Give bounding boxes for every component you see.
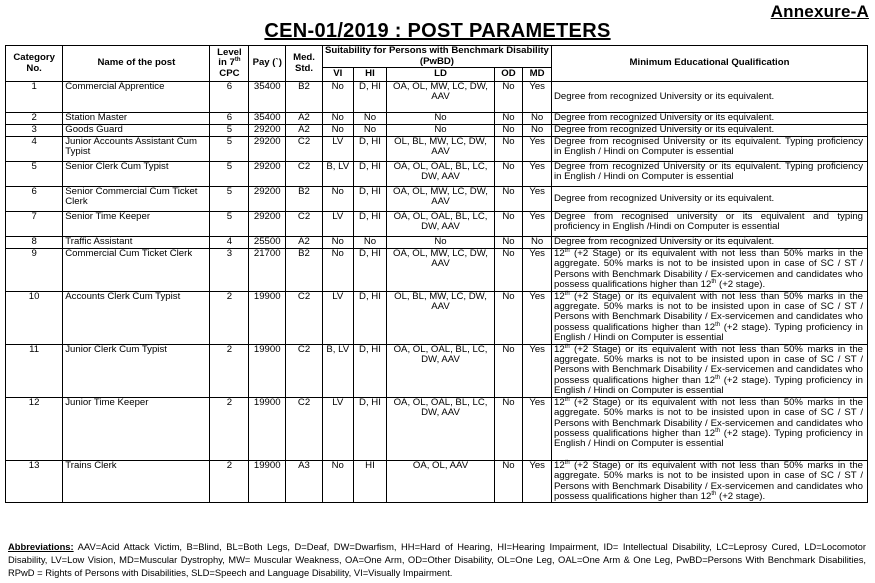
qualification-text: (+2 stage). xyxy=(716,490,766,502)
table-row xyxy=(6,137,868,162)
post-name: Senior Clerk Cum Typist xyxy=(63,162,210,187)
od-cell: No xyxy=(494,291,523,344)
hi-cell: D, HI xyxy=(353,249,387,292)
vi-cell: LV xyxy=(322,212,353,237)
hi-cell: D, HI xyxy=(353,212,387,237)
level-cell: 5 xyxy=(210,187,249,212)
qualification-text: th xyxy=(564,459,570,466)
qualification-cell xyxy=(551,344,867,397)
med-std-cell: A3 xyxy=(286,460,323,503)
level-cell: 6 xyxy=(210,82,249,113)
category-no: 2 xyxy=(6,113,63,125)
header-med: Med. Std. xyxy=(286,46,323,82)
qualification-text: 12 xyxy=(553,343,565,355)
md-cell: Yes xyxy=(523,162,552,187)
od-cell: No xyxy=(494,113,523,125)
pay-cell: 21700 xyxy=(249,249,286,292)
table-row xyxy=(6,113,868,125)
header-pwbd: Suitability for Persons with Benchmark Disability (PwBD) xyxy=(322,46,551,68)
qualification-cell: Degree from recognised University or its equivalent. Typing proficiency in English / Hindi on Computer is essential xyxy=(551,137,867,162)
med-std-cell: B2 xyxy=(286,249,323,292)
md-cell: No xyxy=(523,113,552,125)
od-cell: No xyxy=(494,187,523,212)
post-parameters-table xyxy=(5,45,868,503)
hi-cell: D, HI xyxy=(353,291,387,344)
qualification-text: (+2 Stage) or its equivalent with not less than 50% marks in the aggregate. 50% marks is not to be insisted upon in case of SC / ST / Persons with Benchmark Disability / Ex-servicemen and candidates who possess qualifications higher than 12 xyxy=(553,343,863,386)
med-std-cell: B2 xyxy=(286,82,323,113)
header-category: Category No. xyxy=(6,46,63,82)
vi-cell: LV xyxy=(322,137,353,162)
post-name: Commercial Cum Ticket Clerk xyxy=(63,249,210,292)
ld-cell: OL, BL, MW, LC, DW, AAV xyxy=(387,291,494,344)
hi-cell: No xyxy=(353,237,387,249)
qualification-text: (+2 stage). Typing proficiency in English / Hindi on Computer is essential xyxy=(553,321,863,344)
table-row xyxy=(6,460,868,503)
med-std-cell: C2 xyxy=(286,137,323,162)
hi-cell: D, HI xyxy=(353,187,387,212)
pay-cell: 29200 xyxy=(249,162,286,187)
category-no: 12 xyxy=(6,397,63,460)
hi-cell: D, HI xyxy=(353,137,387,162)
qualification-text: th xyxy=(564,343,570,350)
header-hi: HI xyxy=(353,68,387,82)
pay-cell: 19900 xyxy=(249,397,286,460)
md-cell: No xyxy=(523,125,552,137)
qualification-text: th xyxy=(711,279,717,286)
qualification-cell: Degree from recognized University or its equivalent. Typing proficiency in English / Hindi on Computer is essential xyxy=(551,162,867,187)
category-no: 8 xyxy=(6,237,63,249)
ld-cell: OA, OL, OAL, BL, LC, DW, AAV xyxy=(387,397,494,460)
post-name: Accounts Clerk Cum Typist xyxy=(63,291,210,344)
post-name: Trains Clerk xyxy=(63,460,210,503)
category-no: 1 xyxy=(6,82,63,113)
qualification-text: th xyxy=(564,290,570,297)
vi-cell: No xyxy=(322,113,353,125)
vi-cell: No xyxy=(322,460,353,503)
md-cell: Yes xyxy=(523,137,552,162)
qualification-text: 12 xyxy=(553,459,565,471)
header-post: Name of the post xyxy=(63,46,210,82)
od-cell: No xyxy=(494,249,523,292)
qualification-text: th xyxy=(564,247,570,254)
table-row xyxy=(6,291,868,344)
md-cell: Yes xyxy=(523,397,552,460)
abbreviations-label: Abbreviations: xyxy=(8,541,74,552)
qualification-text: th xyxy=(564,396,570,403)
level-cell: 4 xyxy=(210,237,249,249)
table-row xyxy=(6,187,868,212)
pay-cell: 19900 xyxy=(249,291,286,344)
header-od: OD xyxy=(494,68,523,82)
ld-cell: OA, OL, MW, LC, DW, AAV xyxy=(387,187,494,212)
ld-cell: OA, OL, MW, LC, DW, AAV xyxy=(387,249,494,292)
pay-cell: 29200 xyxy=(249,125,286,137)
vi-cell: No xyxy=(322,249,353,292)
pay-cell: 19900 xyxy=(249,460,286,503)
post-name: Station Master xyxy=(63,113,210,125)
md-cell: Yes xyxy=(523,212,552,237)
header-level: Level in 7th CPC xyxy=(210,46,249,82)
category-no: 5 xyxy=(6,162,63,187)
vi-cell: LV xyxy=(322,291,353,344)
category-no: 9 xyxy=(6,249,63,292)
od-cell: No xyxy=(494,137,523,162)
post-name: Goods Guard xyxy=(63,125,210,137)
md-cell: Yes xyxy=(523,249,552,292)
qualification-cell: Degree from recognized University or its equivalent. xyxy=(551,82,867,113)
header-pay: Pay (`) xyxy=(249,46,286,82)
category-no: 3 xyxy=(6,125,63,137)
qualification-text: (+2 stage). Typing proficiency in English / Hindi on Computer is essential xyxy=(553,427,863,450)
table-row xyxy=(6,212,868,237)
od-cell: No xyxy=(494,237,523,249)
vi-cell: No xyxy=(322,125,353,137)
qualification-text: 12 xyxy=(553,290,565,302)
post-name: Senior Time Keeper xyxy=(63,212,210,237)
md-cell: Yes xyxy=(523,187,552,212)
category-no: 13 xyxy=(6,460,63,503)
post-name: Junior Clerk Cum Typist xyxy=(63,344,210,397)
qualification-cell: Degree from recognized University or its equivalent. xyxy=(551,237,867,249)
level-cell: 2 xyxy=(210,291,249,344)
qualification-cell: Degree from recognized University or its equivalent. xyxy=(551,187,867,212)
pay-cell: 29200 xyxy=(249,187,286,212)
qualification-text: (+2 Stage) or its equivalent with not less than 50% marks in the aggregate. 50% marks is not to be insisted upon in case of SC / ST / Persons with Benchmark Disability / Ex-servicemen and candidates who possess qualifications higher than 12 xyxy=(553,396,863,439)
qualification-text: th xyxy=(715,427,721,434)
level-cell: 5 xyxy=(210,212,249,237)
hi-cell: D, HI xyxy=(353,82,387,113)
hi-cell: No xyxy=(353,113,387,125)
qualification-text: (+2 Stage) or its equivalent with not less than 50% marks in the aggregate. 50% marks is not to be insisted upon in case of SC / ST / Persons with Benchmark Disability / Ex-servicemen and candidates who possess qualifications higher than 12 xyxy=(553,290,863,333)
level-cell: 5 xyxy=(210,125,249,137)
header-qualification: Minimum Educational Qualification xyxy=(551,46,867,82)
qualification-text: (+2 Stage) or its equivalent with not less than 50% marks in the aggregate. 50% marks is not to be insisted upon in case of SC / ST / Persons with Benchmark Disability / Ex-servicemen and candidates who possess qualifications higher than 12 xyxy=(553,248,863,291)
med-std-cell: C2 xyxy=(286,291,323,344)
od-cell: No xyxy=(494,212,523,237)
md-cell: Yes xyxy=(523,460,552,503)
pay-cell: 29200 xyxy=(249,212,286,237)
pay-cell: 25500 xyxy=(249,237,286,249)
page-title: CEN-01/2019 : POST PARAMETERS xyxy=(264,20,611,42)
hi-cell: D, HI xyxy=(353,162,387,187)
table-row xyxy=(6,82,868,113)
med-std-cell: C2 xyxy=(286,212,323,237)
post-name: Traffic Assistant xyxy=(63,237,210,249)
vi-cell: B, LV xyxy=(322,162,353,187)
qualification-text: (+2 Stage) or its equivalent with not less than 50% marks in the aggregate. 50% marks is not to be insisted upon in case of SC / ST / Persons with Benchmark Disability / Ex-servicemen and candidates who possess qualifications higher than 12 xyxy=(553,459,863,502)
post-name: Commercial Apprentice xyxy=(63,82,210,113)
qualification-text: (+2 stage). Typing proficiency in English / Hindi on Computer is essential xyxy=(553,374,863,397)
vi-cell: No xyxy=(322,187,353,212)
ld-cell: OL, BL, MW, LC, DW, AAV xyxy=(387,137,494,162)
category-no: 11 xyxy=(6,344,63,397)
table-row xyxy=(6,249,868,292)
qualification-cell: Degree from recognized University or its equivalent. xyxy=(551,113,867,125)
med-std-cell: B2 xyxy=(286,187,323,212)
post-name: Junior Accounts Assistant Cum Typist xyxy=(63,137,210,162)
qualification-text: (+2 stage). xyxy=(716,279,766,291)
abbreviations-text: AAV=Acid Attack Victim, B=Blind, BL=Both Legs, D=Deaf, DW=Dwarfism, HH=Hard of Hearing, HI=Hearing Impairment, ID= Intellectual Disability, LC=Leprosy Cured, LD=Locomotor Disability, LV=Low Vision, MD=Muscular Dystrophy, MW= Muscular Weakness, OA=One Arm, OD=Other Disability, OL=One Leg, OAL=One Arm & One Leg, PwBD=Persons With Benchmark Disabilities, RPwD = Rights of Persons with Disabilities, SLD=Speech and Language Disability, VI=Visually Impairment. xyxy=(8,541,866,578)
od-cell: No xyxy=(494,344,523,397)
hi-cell: No xyxy=(353,125,387,137)
pay-cell: 19900 xyxy=(249,344,286,397)
med-std-cell: C2 xyxy=(286,397,323,460)
table-row xyxy=(6,125,868,137)
od-cell: No xyxy=(494,125,523,137)
med-std-cell: A2 xyxy=(286,125,323,137)
pay-cell: 29200 xyxy=(249,137,286,162)
ld-cell: No xyxy=(387,113,494,125)
md-cell: Yes xyxy=(523,344,552,397)
level-cell: 2 xyxy=(210,344,249,397)
vi-cell: No xyxy=(322,237,353,249)
qualification-cell: Degree from recognised university or its equivalent and typing proficiency in English /Hindi on Computer is essential xyxy=(551,212,867,237)
od-cell: No xyxy=(494,162,523,187)
qualification-text: th xyxy=(711,490,717,497)
header-md: MD xyxy=(523,68,552,82)
category-no: 6 xyxy=(6,187,63,212)
level-cell: 3 xyxy=(210,249,249,292)
ld-cell: OA, OL, OAL, BL, LC, DW, AAV xyxy=(387,162,494,187)
med-std-cell: A2 xyxy=(286,113,323,125)
level-cell: 5 xyxy=(210,162,249,187)
od-cell: No xyxy=(494,82,523,113)
ld-cell: No xyxy=(387,237,494,249)
header-vi: VI xyxy=(322,68,353,82)
level-cell: 2 xyxy=(210,460,249,503)
md-cell: Yes xyxy=(523,82,552,113)
hi-cell: HI xyxy=(353,460,387,503)
level-cell: 6 xyxy=(210,113,249,125)
od-cell: No xyxy=(494,397,523,460)
table-row xyxy=(6,162,868,187)
table-row xyxy=(6,237,868,249)
qualification-cell: Degree from recognized University or its equivalent. xyxy=(551,125,867,137)
abbreviations xyxy=(8,540,866,579)
level-cell: 5 xyxy=(210,137,249,162)
ld-cell: OA, OL, OAL, BL, LC, DW, AAV xyxy=(387,212,494,237)
qualification-cell xyxy=(551,460,867,503)
md-cell: No xyxy=(523,237,552,249)
post-name: Junior Time Keeper xyxy=(63,397,210,460)
med-std-cell: C2 xyxy=(286,344,323,397)
qualification-cell xyxy=(551,291,867,344)
qualification-cell xyxy=(551,249,867,292)
table-row xyxy=(6,344,868,397)
qualification-text: th xyxy=(715,321,721,328)
med-std-cell: C2 xyxy=(286,162,323,187)
qualification-text: 12 xyxy=(553,248,565,259)
qualification-cell xyxy=(551,397,867,460)
vi-cell: LV xyxy=(322,397,353,460)
category-no: 7 xyxy=(6,212,63,237)
category-no: 4 xyxy=(6,137,63,162)
hi-cell: D, HI xyxy=(353,397,387,460)
med-std-cell: A2 xyxy=(286,237,323,249)
ld-cell: OA, OL, MW, LC, DW, AAV xyxy=(387,82,494,113)
table-row xyxy=(6,397,868,460)
ld-cell: OA, OL, AAV xyxy=(387,460,494,503)
category-no: 10 xyxy=(6,291,63,344)
post-name: Senior Commercial Cum Ticket Clerk xyxy=(63,187,210,212)
header-row xyxy=(6,46,868,68)
md-cell: Yes xyxy=(523,291,552,344)
vi-cell: No xyxy=(322,82,353,113)
header-ld: LD xyxy=(387,68,494,82)
ld-cell: No xyxy=(387,125,494,137)
pay-cell: 35400 xyxy=(249,82,286,113)
annexure-label: Annexure-A xyxy=(770,2,869,21)
qualification-text: th xyxy=(715,374,721,381)
level-cell: 2 xyxy=(210,397,249,460)
pay-cell: 35400 xyxy=(249,113,286,125)
vi-cell: B, LV xyxy=(322,344,353,397)
qualification-text: 12 xyxy=(553,396,565,408)
od-cell: No xyxy=(494,460,523,503)
hi-cell: D, HI xyxy=(353,344,387,397)
ld-cell: OA, OL, OAL, BL, LC, DW, AAV xyxy=(387,344,494,397)
